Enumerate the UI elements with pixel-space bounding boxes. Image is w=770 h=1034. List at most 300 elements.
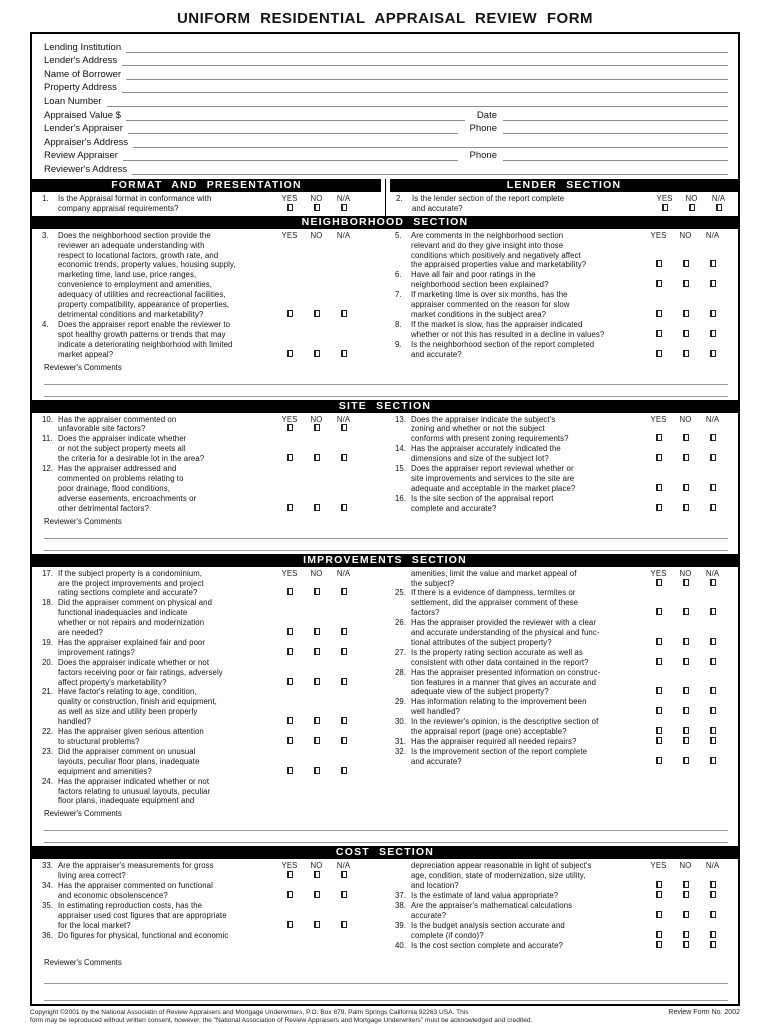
answer-slot bbox=[699, 707, 726, 717]
checkbox-no[interactable] bbox=[683, 579, 689, 586]
checkbox-yes[interactable] bbox=[656, 454, 662, 461]
checkbox-yes[interactable] bbox=[287, 588, 293, 595]
checkbox-n-a[interactable] bbox=[710, 757, 716, 764]
answer-slot bbox=[303, 717, 330, 727]
question-number: 18. bbox=[42, 598, 54, 608]
checkbox-yes[interactable] bbox=[656, 931, 662, 938]
answer-slot bbox=[330, 350, 357, 360]
checkbox-n-a[interactable] bbox=[710, 931, 716, 938]
answer-header-yes: YES bbox=[650, 230, 667, 240]
checkbox-yes[interactable] bbox=[287, 767, 293, 774]
checkbox-n-a[interactable] bbox=[341, 871, 347, 878]
answer-slot bbox=[645, 707, 672, 717]
field-label: Loan Number bbox=[44, 95, 102, 107]
checkbox-no[interactable] bbox=[314, 648, 320, 655]
question-text: adequate view of the subject property? bbox=[411, 687, 549, 697]
question-36 bbox=[42, 931, 357, 941]
question-number: 23. bbox=[42, 746, 54, 756]
checkbox-yes[interactable] bbox=[656, 260, 662, 267]
question-line bbox=[42, 194, 357, 204]
question-line bbox=[395, 931, 726, 941]
checkbox-no[interactable] bbox=[683, 687, 689, 694]
question-number: 29. bbox=[395, 697, 407, 707]
checkbox-n-a[interactable] bbox=[710, 737, 716, 744]
question-13 bbox=[395, 415, 726, 445]
question-line bbox=[395, 241, 726, 251]
question-text: company appraisal requirements? bbox=[58, 203, 179, 213]
checkbox-no[interactable] bbox=[683, 911, 689, 918]
section-header-cost-section: COST SECTION bbox=[32, 846, 738, 859]
checkbox-no[interactable] bbox=[314, 891, 320, 898]
checkbox-yes[interactable] bbox=[656, 727, 662, 734]
left-column bbox=[32, 229, 385, 360]
checkbox-yes[interactable] bbox=[656, 881, 662, 888]
comments-underline[interactable] bbox=[44, 967, 728, 984]
field-row bbox=[44, 161, 728, 175]
checkbox-yes[interactable] bbox=[656, 280, 662, 287]
checkbox-n-a[interactable] bbox=[710, 504, 716, 511]
answer-slot bbox=[672, 608, 699, 618]
question-text: Has the appraiser presented information on construc- bbox=[411, 667, 601, 677]
checkbox-no[interactable] bbox=[683, 891, 689, 898]
checkbox-yes[interactable] bbox=[287, 648, 293, 655]
question-text: Does the appraiser report reviewal whether or bbox=[411, 464, 574, 474]
question-line bbox=[42, 494, 357, 504]
question-text: Are the appraiser's mathematical calculations bbox=[411, 900, 573, 910]
checkbox-no[interactable] bbox=[314, 350, 320, 357]
checkbox-n-a[interactable] bbox=[710, 608, 716, 615]
checkbox-n-a[interactable] bbox=[341, 648, 347, 655]
checkbox-yes[interactable] bbox=[656, 687, 662, 694]
answer-slot bbox=[672, 504, 699, 514]
checkbox-no[interactable] bbox=[689, 204, 695, 211]
question-line bbox=[42, 707, 357, 717]
checkbox-n-a[interactable] bbox=[710, 911, 716, 918]
answer-slot bbox=[330, 204, 357, 214]
answer-slot bbox=[699, 911, 726, 921]
checkbox-n-a[interactable] bbox=[341, 350, 347, 357]
question-line bbox=[395, 434, 726, 444]
footer-copyright-line1: Copyright ©2001 by the National Associatin of Review Appraisers and Mortgage Underwriters, P.O. Box 879, Palm Springs California 92263 USA. This bbox=[30, 1008, 469, 1016]
question-line bbox=[42, 608, 357, 618]
question-line bbox=[42, 861, 357, 871]
checkbox-no[interactable] bbox=[683, 707, 689, 714]
checkbox-yes[interactable] bbox=[656, 434, 662, 441]
question-line bbox=[42, 300, 357, 310]
question-line bbox=[395, 881, 726, 891]
field-underline[interactable] bbox=[128, 120, 458, 135]
question-text: Is the neighborhood section of the report completed bbox=[411, 339, 595, 349]
answer-slot bbox=[672, 434, 699, 444]
checkbox-no[interactable] bbox=[683, 881, 689, 888]
checkbox-n-a[interactable] bbox=[710, 454, 716, 461]
answer-header-no: NO bbox=[310, 230, 323, 240]
checkbox-n-a[interactable] bbox=[710, 638, 716, 645]
checkbox-yes[interactable] bbox=[287, 350, 293, 357]
question-line bbox=[395, 668, 726, 678]
checkbox-yes[interactable] bbox=[656, 638, 662, 645]
checkbox-n-a[interactable] bbox=[341, 891, 347, 898]
question-line bbox=[42, 434, 357, 444]
answer-slot bbox=[645, 350, 672, 360]
split-questions bbox=[386, 192, 738, 216]
checkbox-no[interactable] bbox=[314, 871, 320, 878]
question-4 bbox=[42, 320, 357, 360]
answer-header-n-a: N/A bbox=[336, 193, 351, 203]
field-underline[interactable] bbox=[133, 133, 728, 148]
checkbox-n-a[interactable] bbox=[341, 310, 347, 317]
question-number: 26. bbox=[395, 618, 407, 628]
checkbox-n-a[interactable] bbox=[341, 204, 347, 211]
answer-slot bbox=[672, 687, 699, 697]
checkbox-yes[interactable] bbox=[287, 737, 293, 744]
field-underline[interactable] bbox=[503, 106, 728, 121]
checkbox-no[interactable] bbox=[683, 658, 689, 665]
checkbox-no[interactable] bbox=[683, 757, 689, 764]
checkbox-yes[interactable] bbox=[656, 330, 662, 337]
checkbox-no[interactable] bbox=[683, 350, 689, 357]
question-continued bbox=[395, 861, 726, 891]
question-line bbox=[42, 678, 357, 688]
checkbox-no[interactable] bbox=[314, 424, 320, 431]
comments-underline[interactable] bbox=[44, 831, 728, 843]
answer-slot bbox=[699, 260, 726, 270]
question-text: equipment and amenities? bbox=[58, 766, 152, 776]
checkbox-yes[interactable] bbox=[656, 941, 662, 948]
answer-header-n-a: N/A bbox=[336, 230, 351, 240]
checkbox-yes[interactable] bbox=[287, 678, 293, 685]
answer-slot bbox=[330, 737, 357, 747]
answer-header-no: NO bbox=[310, 861, 323, 871]
checkbox-no[interactable] bbox=[683, 931, 689, 938]
question-text: property compatibility, appearance of properties, bbox=[58, 300, 230, 310]
question-23 bbox=[42, 747, 357, 777]
question-line bbox=[42, 444, 357, 454]
answer-slot bbox=[672, 280, 699, 290]
question-text: dimensions and size of the subject lot? bbox=[411, 454, 549, 464]
checkbox-no[interactable] bbox=[314, 204, 320, 211]
checkbox-no[interactable] bbox=[314, 310, 320, 317]
field-label: Name of Borrower bbox=[44, 68, 122, 80]
checkbox-yes[interactable] bbox=[287, 921, 293, 928]
checkbox-yes[interactable] bbox=[287, 717, 293, 724]
checkbox-no[interactable] bbox=[683, 310, 689, 317]
checkbox-n-a[interactable] bbox=[341, 717, 347, 724]
answer-slot bbox=[276, 424, 303, 434]
question-number: 34. bbox=[42, 881, 54, 891]
question-text: whether or not repairs and modernization bbox=[58, 618, 205, 628]
field-underline[interactable] bbox=[503, 147, 728, 162]
checkbox-yes[interactable] bbox=[656, 757, 662, 764]
checkbox-n-a[interactable] bbox=[710, 310, 716, 317]
checkbox-yes[interactable] bbox=[656, 579, 662, 586]
checkbox-n-a[interactable] bbox=[716, 204, 722, 211]
comments-underline[interactable] bbox=[44, 818, 728, 831]
answer-slot bbox=[699, 280, 726, 290]
checkbox-n-a[interactable] bbox=[341, 767, 347, 774]
checkbox-no[interactable] bbox=[683, 504, 689, 511]
field-underline[interactable] bbox=[132, 160, 728, 175]
question-text: are the project improvements and project bbox=[58, 578, 204, 588]
question-25 bbox=[395, 588, 726, 618]
checkbox-n-a[interactable] bbox=[710, 727, 716, 734]
answer-slot bbox=[303, 891, 330, 901]
field-label: Review Appraiser bbox=[44, 150, 118, 162]
checkbox-no[interactable] bbox=[683, 454, 689, 461]
checkbox-n-a[interactable] bbox=[341, 737, 347, 744]
question-3 bbox=[42, 231, 357, 320]
answer-slot bbox=[330, 678, 357, 688]
section-site-section bbox=[32, 400, 738, 554]
question-10 bbox=[42, 415, 357, 435]
question-number: 27. bbox=[395, 647, 407, 657]
answer-slot bbox=[672, 891, 699, 901]
answer-slot bbox=[303, 767, 330, 777]
question-text: spot healthy growth patterns or trends that may bbox=[58, 329, 226, 339]
question-text: and accurate? bbox=[411, 349, 462, 359]
checkbox-no[interactable] bbox=[314, 678, 320, 685]
checkbox-no[interactable] bbox=[683, 608, 689, 615]
field-underline[interactable] bbox=[126, 106, 465, 121]
checkbox-no[interactable] bbox=[683, 727, 689, 734]
checkbox-no[interactable] bbox=[683, 330, 689, 337]
answer-slot bbox=[672, 330, 699, 340]
question-text: the subject? bbox=[411, 578, 455, 588]
answer-slot bbox=[672, 757, 699, 767]
question-line bbox=[395, 921, 726, 931]
answer-header-yes: YES bbox=[281, 861, 298, 871]
field-underline[interactable] bbox=[123, 147, 458, 162]
question-line bbox=[42, 424, 357, 434]
question-text: are needed? bbox=[58, 628, 103, 638]
checkbox-yes[interactable] bbox=[287, 454, 293, 461]
answer-slot bbox=[699, 941, 726, 951]
question-line bbox=[42, 747, 357, 757]
answer-slot bbox=[276, 717, 303, 727]
checkbox-no[interactable] bbox=[683, 941, 689, 948]
answer-slot bbox=[645, 260, 672, 270]
checkbox-yes[interactable] bbox=[656, 911, 662, 918]
checkbox-no[interactable] bbox=[314, 767, 320, 774]
answer-slot bbox=[303, 628, 330, 638]
answer-header-yes: YES bbox=[650, 568, 667, 578]
checkbox-n-a[interactable] bbox=[710, 579, 716, 586]
question-line bbox=[395, 474, 726, 484]
question-line bbox=[395, 569, 726, 579]
checkbox-n-a[interactable] bbox=[710, 707, 716, 714]
question-text: whether or not this has resulted in a decline in values? bbox=[411, 329, 605, 339]
field-row bbox=[44, 148, 728, 162]
checkbox-n-a[interactable] bbox=[341, 678, 347, 685]
answer-slot bbox=[699, 881, 726, 891]
question-line bbox=[42, 901, 357, 911]
checkbox-n-a[interactable] bbox=[341, 454, 347, 461]
question-text: the appraised properties value and marketability? bbox=[411, 260, 587, 270]
checkbox-yes[interactable] bbox=[656, 504, 662, 511]
checkbox-yes[interactable] bbox=[287, 504, 293, 511]
checkbox-n-a[interactable] bbox=[710, 941, 716, 948]
right-column bbox=[385, 413, 738, 514]
checkbox-n-a[interactable] bbox=[341, 628, 347, 635]
checkbox-yes[interactable] bbox=[656, 737, 662, 744]
question-number: 17. bbox=[42, 568, 54, 578]
answer-slot bbox=[699, 931, 726, 941]
answer-slot bbox=[330, 767, 357, 777]
field-underline[interactable] bbox=[503, 120, 728, 135]
question-number: 8. bbox=[395, 319, 402, 329]
checkbox-no[interactable] bbox=[314, 504, 320, 511]
checkbox-n-a[interactable] bbox=[710, 330, 716, 337]
checkbox-no[interactable] bbox=[314, 717, 320, 724]
question-line bbox=[42, 290, 357, 300]
comments-underline[interactable] bbox=[44, 539, 728, 551]
checkbox-yes[interactable] bbox=[287, 871, 293, 878]
question-line bbox=[42, 638, 357, 648]
checkbox-no[interactable] bbox=[314, 588, 320, 595]
question-line bbox=[42, 648, 357, 658]
checkbox-n-a[interactable] bbox=[341, 588, 347, 595]
comments-underline[interactable] bbox=[44, 984, 728, 1001]
comments-underline[interactable] bbox=[44, 385, 728, 397]
answer-slot bbox=[645, 608, 672, 618]
answer-header-n-a: N/A bbox=[336, 568, 351, 578]
checkbox-n-a[interactable] bbox=[341, 504, 347, 511]
question-number: 40. bbox=[395, 940, 407, 950]
question-line bbox=[395, 707, 726, 717]
question-line bbox=[42, 668, 357, 678]
checkbox-no[interactable] bbox=[314, 454, 320, 461]
question-29 bbox=[395, 697, 726, 717]
checkbox-no[interactable] bbox=[683, 280, 689, 287]
field-underline[interactable] bbox=[107, 92, 728, 107]
question-number: 32. bbox=[395, 746, 407, 756]
checkbox-no[interactable] bbox=[683, 434, 689, 441]
checkbox-yes[interactable] bbox=[287, 424, 293, 431]
checkbox-yes[interactable] bbox=[287, 204, 293, 211]
question-text: detrimental conditions and marketability? bbox=[58, 310, 204, 319]
question-24 bbox=[42, 777, 357, 807]
checkbox-yes[interactable] bbox=[287, 628, 293, 635]
format-lender-row bbox=[32, 179, 738, 216]
answer-slot bbox=[645, 310, 672, 320]
question-line bbox=[42, 280, 357, 290]
checkbox-n-a[interactable] bbox=[710, 484, 716, 491]
question-text: the appraisal report (page one) acceptable? bbox=[411, 727, 567, 737]
question-text: relevant and do they give insight into those bbox=[411, 240, 564, 250]
field-underline[interactable] bbox=[122, 52, 728, 67]
question-text: settlement, did the appraiser comment of these bbox=[411, 598, 579, 608]
checkbox-n-a[interactable] bbox=[341, 424, 347, 431]
question-line bbox=[395, 727, 726, 737]
checkbox-yes[interactable] bbox=[656, 707, 662, 714]
question-number: 30. bbox=[395, 717, 407, 727]
checkbox-yes[interactable] bbox=[656, 350, 662, 357]
checkbox-n-a[interactable] bbox=[710, 891, 716, 898]
question-text: and accurate? bbox=[411, 756, 462, 766]
question-line bbox=[42, 588, 357, 598]
checkbox-yes[interactable] bbox=[287, 891, 293, 898]
field-label: Property Address bbox=[44, 82, 117, 94]
question-text: If the subject property is a condominium, bbox=[58, 568, 203, 578]
footer-form-number: Review Form No. 2002 bbox=[668, 1008, 740, 1016]
checkbox-yes[interactable] bbox=[656, 608, 662, 615]
checkbox-yes[interactable] bbox=[656, 484, 662, 491]
answer-slot bbox=[672, 350, 699, 360]
comments-underline[interactable] bbox=[44, 372, 728, 385]
checkbox-no[interactable] bbox=[683, 484, 689, 491]
checkbox-no[interactable] bbox=[683, 260, 689, 267]
checkbox-yes[interactable] bbox=[656, 310, 662, 317]
question-line bbox=[395, 697, 726, 707]
question-line bbox=[42, 569, 357, 579]
checkbox-no[interactable] bbox=[683, 638, 689, 645]
reviewer-comments bbox=[32, 363, 738, 400]
answer-slot bbox=[699, 757, 726, 767]
question-8 bbox=[395, 320, 726, 340]
question-number: 31. bbox=[395, 737, 407, 746]
section-neighborhood-section bbox=[32, 216, 738, 400]
answer-slot bbox=[276, 737, 303, 747]
left-column bbox=[32, 567, 385, 807]
answer-slot bbox=[276, 588, 303, 598]
question-line bbox=[42, 464, 357, 474]
question-line bbox=[42, 658, 357, 668]
checkbox-n-a[interactable] bbox=[710, 280, 716, 287]
checkbox-n-a[interactable] bbox=[341, 921, 347, 928]
question-line bbox=[395, 350, 726, 360]
answer-slot bbox=[672, 638, 699, 648]
checkbox-n-a[interactable] bbox=[710, 687, 716, 694]
checkbox-n-a[interactable] bbox=[710, 658, 716, 665]
question-line bbox=[42, 260, 357, 270]
question-line bbox=[395, 737, 726, 747]
question-text: reviewer an adequate understanding with bbox=[58, 240, 205, 250]
checkbox-yes[interactable] bbox=[287, 310, 293, 317]
question-number: 20. bbox=[42, 657, 54, 667]
question-20 bbox=[42, 658, 357, 688]
question-text: site improvements and services to the site are bbox=[411, 473, 575, 483]
checkbox-yes[interactable] bbox=[656, 658, 662, 665]
checkbox-n-a[interactable] bbox=[710, 350, 716, 357]
question-number: 24. bbox=[42, 776, 54, 786]
footer-copyright bbox=[30, 1009, 532, 1026]
checkbox-no[interactable] bbox=[314, 737, 320, 744]
field-underline[interactable] bbox=[126, 38, 728, 53]
question-number: 38. bbox=[395, 900, 407, 910]
question-text: age, condition, state of modernization, size utility, bbox=[411, 871, 586, 881]
answer-slot bbox=[303, 871, 330, 881]
checkbox-n-a[interactable] bbox=[710, 434, 716, 441]
field-underline[interactable] bbox=[122, 79, 728, 94]
checkbox-n-a[interactable] bbox=[710, 260, 716, 267]
checkbox-no[interactable] bbox=[683, 737, 689, 744]
checkbox-no[interactable] bbox=[314, 921, 320, 928]
question-text: and economic obsolenscence? bbox=[58, 891, 168, 901]
checkbox-yes[interactable] bbox=[656, 891, 662, 898]
reviewer-comments bbox=[32, 958, 738, 1004]
answer-slot bbox=[699, 737, 726, 747]
question-line bbox=[395, 464, 726, 474]
checkbox-n-a[interactable] bbox=[710, 881, 716, 888]
question-number: 11. bbox=[42, 434, 53, 444]
answer-slot bbox=[672, 727, 699, 737]
checkbox-no[interactable] bbox=[314, 628, 320, 635]
question-text: tion features in a manner that gives an accurate and bbox=[411, 677, 597, 687]
field-underline[interactable] bbox=[126, 65, 728, 80]
checkbox-yes[interactable] bbox=[662, 204, 668, 211]
comments-underline[interactable] bbox=[44, 526, 728, 539]
question-line bbox=[42, 727, 357, 737]
